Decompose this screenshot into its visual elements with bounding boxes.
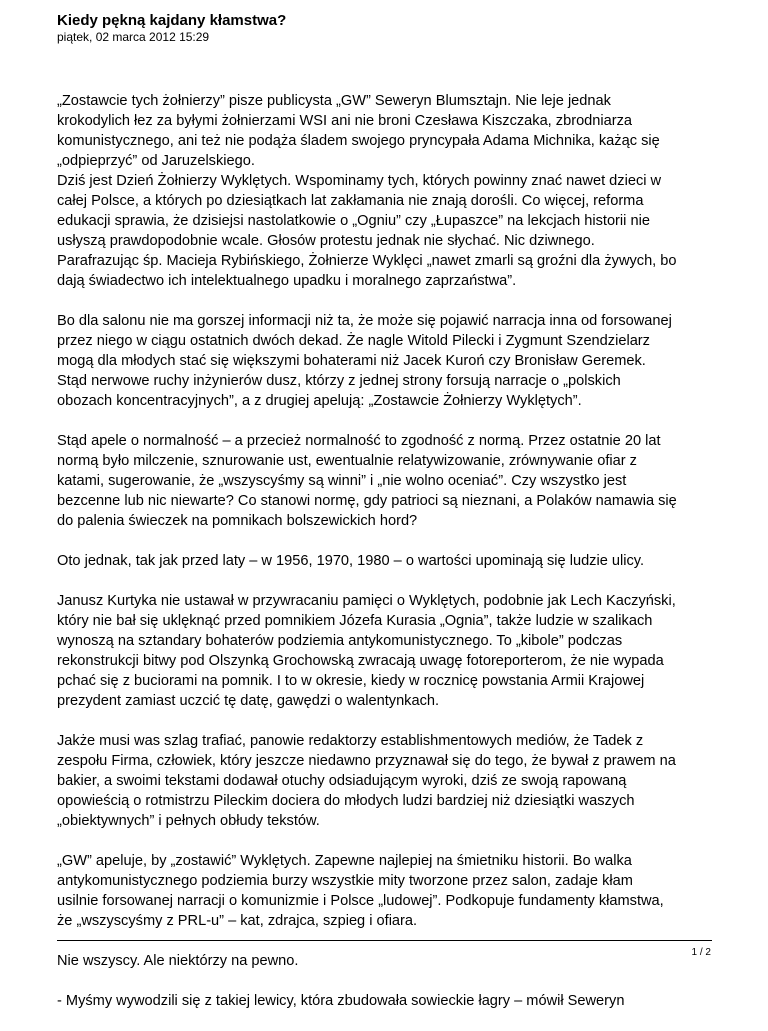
text-line: katami, sugerowanie, że „wszyscyśmy są winni” i „nie wolno oceniać”. Czy wszystko jest [57, 473, 627, 489]
text-line: komunistycznego, ani też nie podąża śladem swojego pryncypała Adama Michnika, każąc się [57, 133, 660, 149]
text-line: Parafrazując śp. Macieja Rybińskiego, Żołnierze Wyklęci „nawet zmarli są groźni dla żywych, bo [57, 253, 677, 269]
text-line: dają świadectwo ich intelektualnego upadku i moralnego zaprzaństwa”. [57, 273, 517, 289]
paragraph [57, 591, 727, 711]
text-line: Oto jednak, tak jak przed laty – w 1956, 1970, 1980 – o wartości upominają się ludzie ulicy. [57, 553, 645, 569]
text-line: usilnie forsowanej narracji o komunizmie i Polsce „ludowej”. Podkopuje fundamenty kłamstwa, [57, 893, 664, 909]
paragraph [57, 991, 727, 1011]
text-line: krokodylich łez za byłymi żołnierzami WSI ani nie broni Czesława Kiszczaka, zbrodniarza [57, 113, 633, 129]
text-line: Jakże musi was szlag trafiać, panowie redaktorzy establishmentowych mediów, że Tadek z [57, 733, 644, 749]
text-line: zespołu Firma, człowiek, który jeszcze niedawno przyznawał się do tego, że bywał z prawem na [57, 753, 676, 769]
text-line: bakier, a swoimi tekstami dodawał otuchy odsiadującym wyroki, dziś ze swoją rapowaną [57, 773, 627, 789]
text-line: opowieścią o rotmistrzu Pileckim dociera do młodych ludzi bardziej niż dziesiątki waszych [57, 793, 635, 809]
text-line: Nie wszyscy. Ale niektórzy na pewno. [57, 953, 299, 969]
footer-divider [57, 940, 712, 941]
paragraph [57, 731, 727, 831]
paragraph [57, 551, 727, 571]
text-line: usłyszą prawdopodobnie wcale. Głosów protestu jednak nie słychać. Nic dziwnego. [57, 233, 595, 249]
article-title: Kiedy pękną kajdany kłamstwa? [57, 12, 287, 29]
article-date: piątek, 02 marca 2012 15:29 [57, 30, 210, 44]
text-line: całej Polsce, a których po dziesiątkach lat zakłamania nie znają dorośli. Co więcej, reforma [57, 193, 644, 209]
paragraph [57, 851, 727, 931]
text-line: bezcenne lub nic niewarte? Co stanowi normę, gdy patrioci są nieznani, a Polaków namawia się [57, 493, 677, 509]
page-number: 1 / 2 [691, 947, 711, 958]
text-line: Stąd apele o normalność – a przecież normalność to zgodność z normą. Przez ostatnie 20 lat [57, 433, 661, 449]
article-body [57, 91, 727, 1031]
text-line: prezydent zamiast uczcić tę datę, gawędzi o walentynkach. [57, 693, 440, 709]
text-line: wynoszą na sztandary bohaterów podziemia antykomunistycznego. To „kibole” podczas [57, 633, 623, 649]
text-line: który nie bał się uklęknąć przed pomnikiem Józefa Kurasia „Ognia”, także ludzie w szalikach [57, 613, 653, 629]
text-line: Janusz Kurtyka nie ustawał w przywracaniu pamięci o Wyklętych, podobnie jak Lech Kaczyński, [57, 593, 676, 609]
text-line: Bo dla salonu nie ma gorszej informacji niż ta, że może się pojawić narracja inna od forsowanej [57, 313, 672, 329]
text-line: mogą dla młodych stać się większymi bohaterami niż Jacek Kuroń czy Bronisław Geremek. [57, 353, 646, 369]
text-line: Dziś jest Dzień Żołnierzy Wyklętych. Wspominamy tych, których powinny znać nawet dzieci w [57, 173, 662, 189]
text-line: przez niego w ciągu ostatnich dwóch dekad. Że nagle Witold Pilecki i Zygmunt Szendzielarz [57, 333, 650, 349]
text-line: „odpieprzyć” od Jaruzelskiego. [57, 153, 255, 169]
text-line: że „wszyscyśmy z PRL-u” – kat, zdrajca, szpieg i ofiara. [57, 913, 418, 929]
paragraph [57, 431, 727, 531]
text-line: - Myśmy wywodzili się z takiej lewicy, która zbudowała sowieckie łagry – mówił Seweryn [57, 993, 625, 1009]
text-line: „obiektywnych” i pełnych obłudy tekstów. [57, 813, 320, 829]
paragraph [57, 91, 727, 291]
text-line: pchać się z buciorami na pomnik. I to w okresie, kiedy w rocznicę powstania Armii Krajowej [57, 673, 645, 689]
text-line: edukacji sprawia, że dzisiejsi nastolatkowie o „Ogniu” czy „Łupaszce” na lekcjach historii nie [57, 213, 650, 229]
text-line: normą było milczenie, sznurowanie ust, ewentualnie relatywizowanie, zrównywanie ofiar z [57, 453, 637, 469]
text-line: antykomunistycznego podziemia burzy wszystkie mity tworzone przez salon, zadaje kłam [57, 873, 633, 889]
text-line: rekonstrukcji bitwy pod Olszynką Grochowską zwracają uwagę fotoreporterom, że nie wypada [57, 653, 664, 669]
text-line: „Zostawcie tych żołnierzy” pisze publicysta „GW” Seweryn Blumsztajn. Nie leje jednak [57, 93, 611, 109]
paragraph [57, 951, 727, 971]
text-line: do palenia świeczek na pomnikach bolszewickich hord? [57, 513, 418, 529]
document-header [57, 12, 286, 45]
text-line: obozach koncentracyjnych”, a z drugiej apelują: „Zostawcie Żołnierzy Wyklętych”. [57, 393, 582, 409]
text-line: „GW” apeluje, by „zostawić” Wyklętych. Zapewne najlepiej na śmietniku historii. Bo walka [57, 853, 632, 869]
paragraph [57, 311, 727, 411]
text-line: Stąd nerwowe ruchy inżynierów dusz, którzy z jednej strony forsują narracje o „polskich [57, 373, 621, 389]
